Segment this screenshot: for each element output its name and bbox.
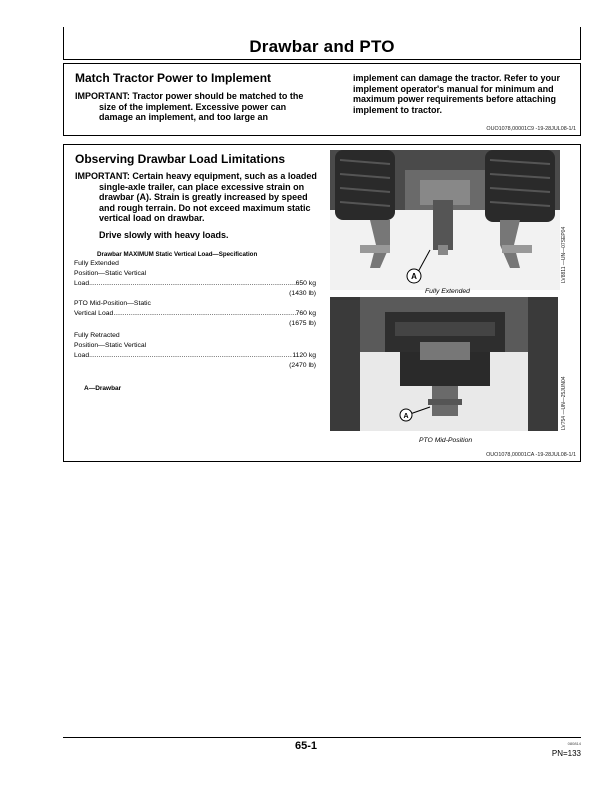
- page-title: Drawbar and PTO: [249, 37, 395, 56]
- photo-code: LV8811 —UN—07SEP04: [561, 226, 567, 283]
- spec-value-alt: (1675 lb): [289, 320, 316, 327]
- spec-label-line: Fully Retracted: [74, 332, 120, 339]
- callout-a: A: [403, 413, 409, 420]
- spec-label-line: Position—Static Vertical: [74, 270, 147, 277]
- photo-caption: PTO Mid-Position: [419, 437, 473, 444]
- section-heading: Match Tractor Power to Implement: [75, 71, 272, 85]
- pn-number: PN=133: [551, 749, 581, 758]
- important-note-continued: implement can damage the tractor. Refer to your implement operator's manual for minimum and maximum power requirements before attaching implement to tractor.: [353, 73, 561, 115]
- spec-fully-retracted: [74, 331, 316, 371]
- print-code: 080814: [567, 741, 581, 746]
- drawbar-pto-illustration: [330, 297, 558, 431]
- callout-a: A: [411, 272, 417, 281]
- footer-rule: [63, 737, 581, 738]
- title-box: [63, 27, 581, 60]
- reference-code: OUO1078,00001CA -19-28JUL08-1/1: [486, 452, 576, 458]
- photo-drawbar-fully-extended: [330, 150, 560, 290]
- spec-value: 1120 kg: [292, 352, 316, 359]
- photo-code: LV754 —UN—25JUN04: [561, 376, 567, 430]
- spec-label-line: PTO Mid-Position—Static: [74, 300, 151, 307]
- spec-label-line: Fully Extended: [74, 260, 119, 267]
- important-note: [75, 171, 321, 224]
- spec-pto-mid: [74, 299, 316, 329]
- photo-caption: Fully Extended: [425, 288, 470, 295]
- spec-label-last: Load: [74, 352, 90, 359]
- spec-label-last: Vertical Load: [74, 310, 114, 317]
- drawbar-extended-illustration: [330, 150, 560, 290]
- spec-value: 760 kg: [295, 310, 316, 317]
- important-text: Certain heavy equipment, such as a loaded single-axle trailer, can place excessive strain on drawbar (A). Strain is greatly increased by speed and rough terrain. Do not exceed maximum static vertical load on drawbar.: [99, 171, 317, 224]
- important-label: IMPORTANT:: [75, 171, 130, 181]
- important-text: Tractor power should be matched to the size of the implement. Excessive power can damage an implement, and too large an: [99, 91, 304, 123]
- drive-slowly-note: Drive slowly with heavy loads.: [99, 230, 229, 240]
- legend-drawbar: A—Drawbar: [84, 385, 122, 392]
- spec-label-last: Load: [74, 280, 90, 287]
- important-note: [75, 91, 315, 123]
- photo-drawbar-pto-mid: [330, 297, 558, 431]
- spec-value: 650 kg: [295, 280, 316, 287]
- page-number: 65-1: [294, 740, 318, 752]
- spec-label-line: Position—Static Vertical: [74, 342, 147, 349]
- section-match-power: [63, 63, 581, 136]
- spec-fully-extended: [74, 259, 316, 299]
- spec-value-alt: (1430 lb): [289, 290, 316, 297]
- reference-code: OUO1078,00001C9 -19-28JUL08-1/1: [486, 126, 576, 132]
- section-heading: Observing Drawbar Load Limitations: [75, 152, 286, 166]
- section-drawbar-load: [63, 144, 581, 462]
- spec-heading: Drawbar MAXIMUM Static Vertical Load—Specification: [97, 251, 258, 258]
- spec-value-alt: (2470 lb): [289, 362, 316, 369]
- important-label: IMPORTANT:: [75, 91, 130, 101]
